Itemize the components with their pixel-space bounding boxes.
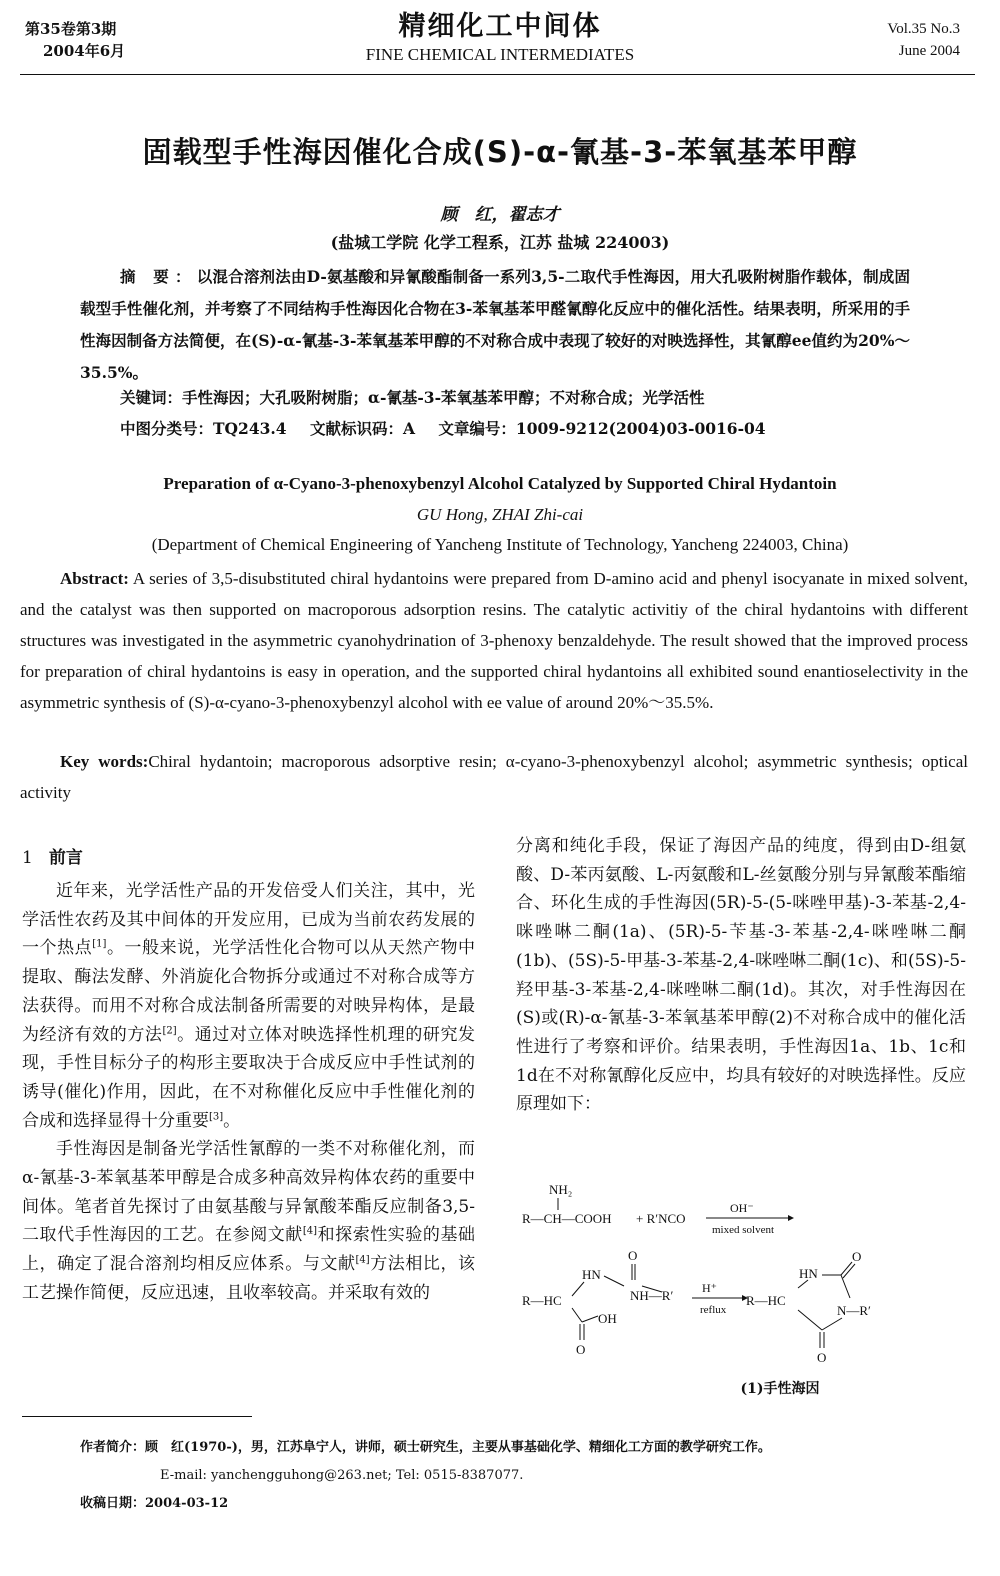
header-rule [20,74,975,75]
authors-en: GU Hong, ZHAI Zhi-cai [416,505,584,524]
amine-label: NH₂ [549,1182,573,1197]
citation[interactable]: [2] [162,1024,177,1036]
citation[interactable]: [4] [302,1225,318,1237]
ring-carbonyl-oxygen: O [852,1249,862,1264]
issue-date-cn: 2004年6月 [43,42,126,60]
ring-bond [798,1310,822,1330]
article-number: 文章编号：1009-9212(2004)03-0016-04 [438,419,766,438]
carbonyl-oxygen: O [628,1248,638,1263]
author-bio: 作者简介：顾 红(1970-)，男，江苏阜宁人，讲师，硕士研究生，主要从事基础化学、精细化工方面的教学研究工作。 [80,1440,771,1455]
paragraph-text: 方法相比，该工艺操作简便，反应迅速，且收率较高。并采取有效的 [22,1254,476,1303]
paragraph-text: 手性海因是制备光学活性氰醇的一类不对称催化剂，而α-氰基-3-苯氧基苯甲醇是合成多种高效异构体农药的重要中间体。笔者首先探讨了由氨基酸与异氰酸苯酯反应制备3,5-二取代手性海因的工艺。在参阅文献 [22,1139,475,1246]
bond [572,1308,582,1322]
ring-carbonyl-oxygen: O [817,1350,827,1365]
paragraph-text: 近年来，光学活性产品的开发倍受人们关注，其中，光学活性农药及其中间体的开发应用，已成为当前农药发展的一个热点 [22,881,475,959]
ring-nh-label: HN [799,1266,818,1281]
received-date: 收稿日期：2004-03-12 [80,1496,229,1511]
ring-bond [798,1280,808,1288]
keywords-label-en: Key words: [60,752,149,771]
citation[interactable]: [3] [209,1110,224,1122]
abstract-label-en: Abstract: [60,569,129,588]
keywords-text-en: Chiral hydantoin; macroporous adsorptive resin; α-cyano-3-phenoxybenzyl alcohol; asymmetric synthesis; optical activity [20,752,968,802]
paper-title-en: Preparation of α-Cyano-3-phenoxybenzyl Alcohol Catalyzed by Supported Chiral Hydantoin [163,474,837,493]
abstract-en [20,563,968,718]
amide-label: NH—R′ [630,1288,674,1303]
scheme-caption: (1)手性海因 [740,1381,820,1397]
keywords-text-cn: 手性海因；大孔吸附树脂；α-氰基-3-苯氧基苯甲醇；不对称合成；光学活性 [182,388,705,407]
paragraph-text: 。通过对立体对映选择性机理的研究发现，手性目标分子的构形主要取决于合成反应中手性试剂的诱导(催化)作用，因此，在不对称催化反应中手性催化剂的合成和选择显得十分重要 [22,1024,476,1131]
issue-info-en [820,18,960,62]
issue-info-cn [25,18,195,62]
isocyanate-formula: + R′NCO [636,1211,686,1226]
bond [582,1316,598,1322]
amino-acid-formula: R—CH—COOH [522,1211,612,1226]
keywords-cn [120,383,910,413]
authors-cn: 顾 红，翟志才 [440,205,560,225]
contact-info: E-mail: yanchengguhong@263.net; Tel: 0515-8387077. [160,1468,524,1483]
journal-header [300,10,700,66]
paragraph-1 [22,877,475,1135]
issue-date-en: June 2004 [898,43,960,59]
citation[interactable]: [4] [355,1254,370,1266]
abstract-label-cn: 摘 要： [120,267,197,286]
hydantoin-substituent: R—HC [746,1293,786,1308]
base-condition: OH⁻ [730,1201,754,1215]
bond [604,1276,624,1286]
ring-n-substituent: N—R′ [837,1303,871,1318]
paragraph-2 [22,1135,475,1307]
abstract-text-en: A series of 3,5-disubstituted chiral hydantoins were prepared from D-amino acid and phenyl isocyanate in mixed solvent, and the catalyst was then supported on macroporous adsorption resins. The catalytic activitiy of the chiral hydantoins with different structures was investigated in the asymmetric cyanohydrination of 3-phenoxy benzaldehyde. The result showed that the improved process for preparation of chiral hydantoins is easy in operation, and the supported chiral hydantoins all exhibited sound enantioselectivity in the asymmetric synthesis of (S)-α-cyano-3-phenoxybenzyl alcohol with ee value of around 20%～35.5%. [20,569,968,712]
affiliation-en: (Department of Chemical Engineering of Yancheng Institute of Technology, Yancheng 224003, China) [151,535,849,554]
nh-label: HN [582,1267,601,1282]
section-heading [22,843,83,868]
classification-cn [120,414,910,444]
keywords-en [20,746,968,808]
document-code: 文献标识码：A [309,419,416,438]
carbonyl-oxygen: O [576,1342,586,1357]
body-column-right [516,832,966,1119]
keywords-label-cn: 关键词： [120,388,183,407]
paragraph-text: 和探索性实验的基础上，确定了混合溶剂均相反应体系。与文献 [22,1225,476,1275]
citation[interactable]: [1] [92,938,107,950]
journal-name-cn: 精细化工中间体 [398,11,602,42]
hydroxyl-label: OH [598,1311,617,1326]
abstract-text-cn: 以混合溶剂法由D-氨基酸和异氰酸酯制备一系列3,5-二取代手性海因，用大孔吸附树脂作载体，制成固载型手性催化剂，并考察了不同结构手性海因化合物在3-苯氧基苯甲醛氰醇化反应中的催化活性。结果表明，所采用的手性海因制备方法简便，在(S)-α-氰基-3-苯氧基苯甲醇的不对称合成中表现了较好的对映选择性，其氰醇ee值约为20%～35.5%。 [80,267,910,382]
section-title: 前言 [48,848,83,868]
journal-name-en: FINE CHEMICAL INTERMEDIATES [365,45,635,64]
clc-number: 中图分类号：TQ243.4 [120,419,287,438]
paragraph-3: 分离和纯化手段，保证了海因产品的纯度，得到由D-组氨酸、D-苯丙氨酸、L-丙氨酸和L-丝氨酸分别与异氰酸苯酯缩合、环化生成的手性海因(5R)-5-(5-咪唑甲基)-3-苯基-2,4-咪唑啉二酮(1a)、(5R)-5-苄基-3-苯基-2,4-咪唑啉二酮(1b)、(5S)-5-甲基-3-苯基-2,4-咪唑啉二酮(1c)、和(5S)-5-羟甲基-3-苯基-2,4-咪唑啉二酮(1d)。其次，对手性海因在(S)或(R)-α-氰基-3-苯氧基苯甲醇(2)不对称合成中的催化活性进行了考察和评价。结果表明，手性海因1a、1b、1c和1d在不对称氰醇化反应中，均具有较好的对映选择性。反应原理如下： [516,836,966,1115]
issue-number-cn: 第35卷第3期 [25,20,117,38]
footnote-rule [22,1416,252,1417]
abstract-cn [80,261,910,389]
paragraph-text: 。 [223,1110,241,1131]
bond [841,1262,852,1275]
paper-title-cn: 固载型手性海因催化合成(S)-α-氰基-3-苯氧基苯甲醇 [142,135,858,169]
ring-bond [841,1275,850,1298]
acid-condition: H⁺ [702,1281,717,1295]
issue-number-en: Vol.35 No.3 [887,21,960,37]
arrow-head [788,1215,794,1221]
solvent-condition: mixed solvent [712,1224,775,1236]
bond [572,1282,584,1296]
reflux-condition: reflux [700,1304,727,1316]
affiliation-cn: (盐城工学院 化学工程系，江苏 盐城 224003) [330,233,670,252]
paragraph-text: 。一般来说，光学活性化合物可以从天然产物中提取、酶法发酵、外消旋化合物拆分或通过不对称合成等方法获得。而用不对称合成法制备所需要的对映异构体，是最为经济有效的方法 [22,938,476,1045]
reaction-scheme [516,1180,976,1410]
ring-bond [822,1318,842,1330]
body-column-left [22,877,475,1308]
alkyl-ch-label: R—HC [522,1293,562,1308]
section-number: 1 [22,848,33,868]
